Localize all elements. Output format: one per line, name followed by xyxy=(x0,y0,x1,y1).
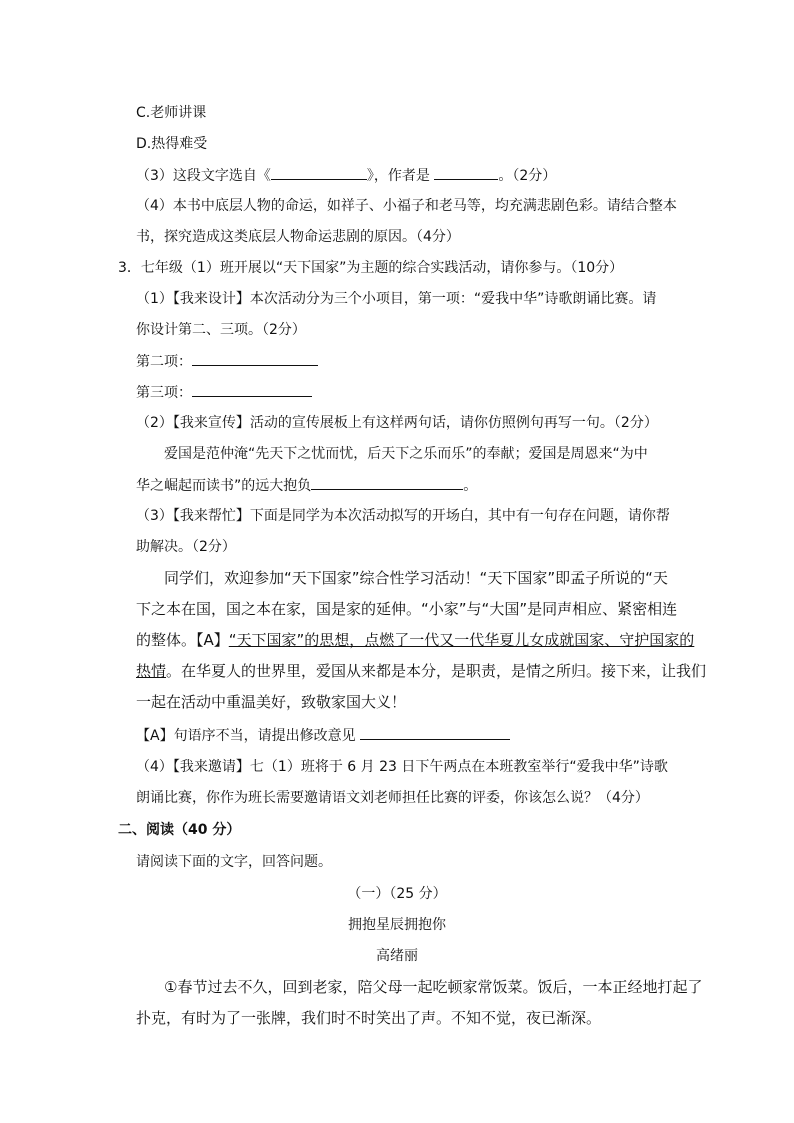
q3-part1-line1: （1）【我来设计】本次活动分为三个小项目，第一项：“爱我中华”诗歌朗诵比赛。请 xyxy=(136,291,657,307)
sub-question-3: （3）这段文字选自《 》，作者是 。（2分） xyxy=(136,165,556,186)
q3-part2-example-line1: 爱国是范仲淹“先天下之忧而忧，后天下之乐而乐”的奉献；爱国是周恩来“为中 xyxy=(164,446,648,462)
imitation-blank[interactable] xyxy=(311,475,463,490)
question-3-stem: 3．七年级（1）班开展以“天下国家”为主题的综合实践活动，请你参与。（10分） xyxy=(118,260,624,276)
sentence-a-underlined: “天下国家”的思想，点燃了一代又一代华夏儿女成就国家、守护国家的 xyxy=(228,631,695,649)
article-para1-line2: 扑克，有时为了一张牌，我们时不时笑出了声。不知不觉，夜已渐深。 xyxy=(136,1009,602,1027)
fix-a-row: 【A】句语序不当，请提出修改意见 xyxy=(136,725,510,746)
q3-part4-line1: （4）【我来邀请】七（1）班将于 6 月 23 日下午两点在本班教室举行“爱我中华”诗歌 xyxy=(136,759,668,775)
q3-part3-line1: （3）【我来帮忙】下面是同学为本次活动拟写的开场白，其中有一句存在问题，请你帮 xyxy=(136,508,670,524)
opening-para-line4: 热情。在华夏人的世界里，爱国从来都是本分，是职责，是情之所归。接下来，让我们 xyxy=(136,662,707,680)
article-para1-line1: ①春节过去不久，回到老家，陪父母一起吃顿家常饭菜。饭后，一本正经地打起了 xyxy=(164,978,703,996)
fix-a-blank[interactable] xyxy=(360,725,510,740)
item-2-row: 第二项： xyxy=(136,351,318,372)
item-3-blank[interactable] xyxy=(192,382,312,397)
q3-part1-line2: 你设计第二、三项。（2分） xyxy=(136,322,306,338)
item-3-row: 第三项： xyxy=(136,382,312,403)
section-intro: 请阅读下面的文字，回答问题。 xyxy=(136,854,332,870)
option-c: C.老师讲课 xyxy=(136,105,207,121)
sub-question-4-line1: （4）本书中底层人物的命运，如祥子、小福子和老马等，均充满悲剧色彩。请结合整本 xyxy=(136,198,677,214)
opening-para-line3: 的整体。【A】“天下国家”的思想，点燃了一代又一代华夏儿女成就国家、守护国家的 xyxy=(136,631,695,649)
q3-part3-line2: 助解决。（2分） xyxy=(136,539,236,555)
q3-part2-example-line2: 华之崛起而读书”的远大抱负 。 xyxy=(136,475,477,496)
q3-part4-line2: 朗诵比赛，你作为班长需要邀请语文刘老师担任比赛的评委，你该怎么说？（4分） xyxy=(136,790,649,806)
item-2-blank[interactable] xyxy=(192,351,318,366)
article-title: 拥抱星辰拥抱你 xyxy=(348,917,446,933)
book-title-blank[interactable] xyxy=(271,165,367,180)
opening-para-line1: 同学们，欢迎参加“天下国家”综合性学习活动！“天下国家”即孟子所说的“天 xyxy=(164,569,668,587)
q3-part2: （2）【我来宣传】活动的宣传展板上有这样两句话，请你仿照例句再写一句。（2分） xyxy=(136,415,658,431)
sub-question-4-line2: 书，探究造成这类底层人物命运悲剧的原因。（4分） xyxy=(136,229,460,245)
part-label: （一）（25 分） xyxy=(347,886,447,902)
opening-para-line2: 下之本在国，国之本在家，国是家的延伸。“小家”与“大国”是同声相应、紧密相连 xyxy=(136,600,678,618)
option-d: D.热得难受 xyxy=(136,136,208,152)
section-heading: 二、阅读（40 分） xyxy=(118,822,241,838)
article-author: 高绪丽 xyxy=(376,948,418,964)
author-blank[interactable] xyxy=(434,165,498,180)
opening-para-line5: 一起在活动中重温美好，致敬家国大义！ xyxy=(136,693,407,711)
